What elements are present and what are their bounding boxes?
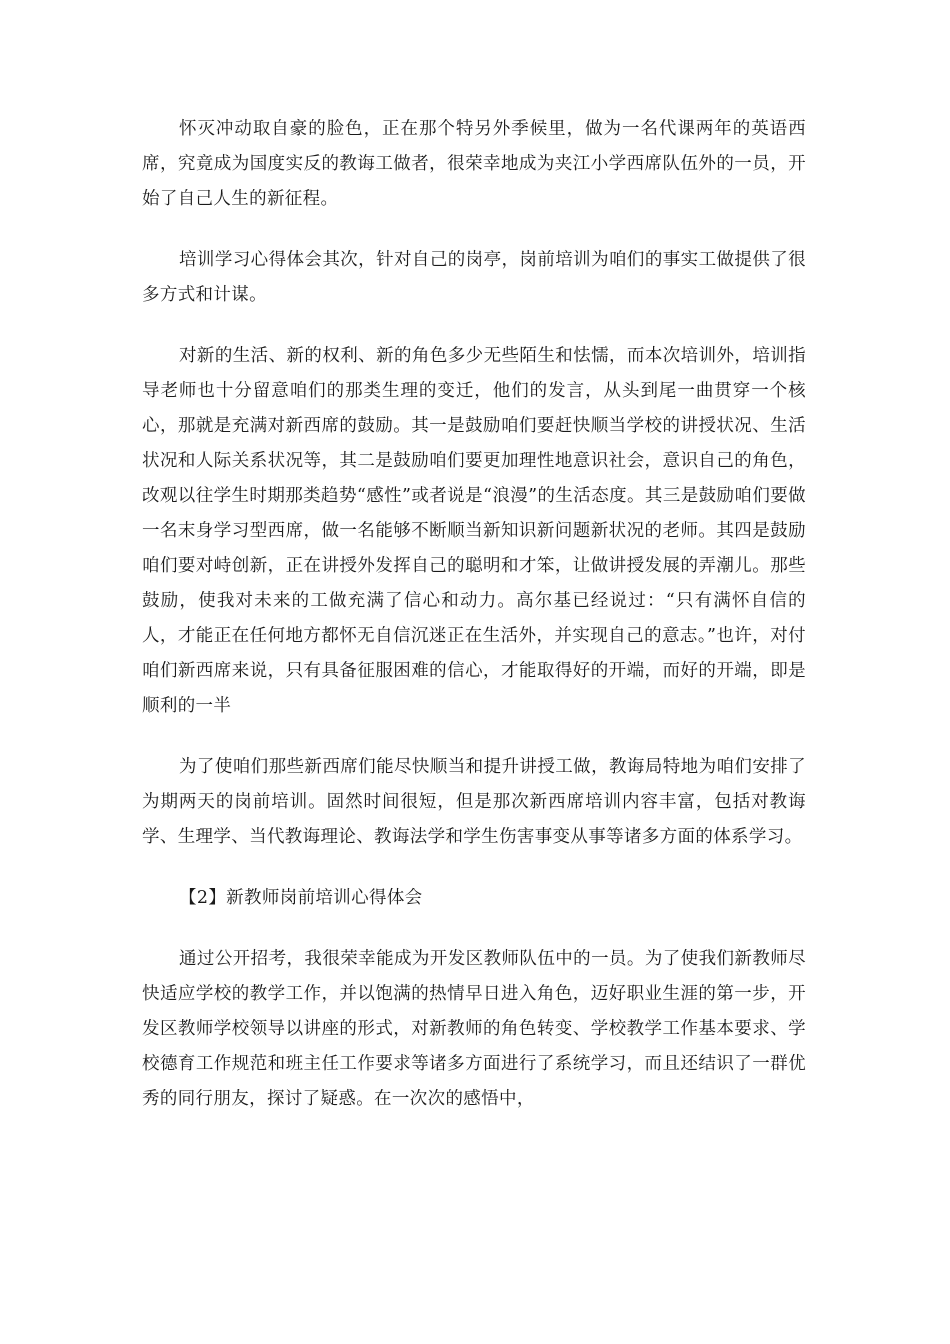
paragraph: 为了使咱们那些新西席们能尽快顺当和提升讲授工做，教诲局特地为咱们安排了为期两天的岗前培训。固然时间很短，但是那次新西席培训内容丰富，包括对教诲学、生理学、当代教诲理论、教诲法学和学生伤害事变从事等诸多方面的体系学习。 bbox=[142, 757, 806, 847]
paragraph: 怀灭冲动取自豪的脸色，正在那个特另外季候里，做为一名代课两年的英语西席，究竟成为国度实反的教诲工做者，很荣幸地成为夹江小学西席队伍外的一员，开始了自己人生的新征程。 bbox=[142, 119, 806, 209]
paragraph: 通过公开招考，我很荣幸能成为开发区教师队伍中的一员。为了使我们新教师尽快适应学校的教学工作，并以饱满的热情早日进入角色，迈好职业生涯的第一步，开发区教师学校领导以讲座的形式，对新教师的角色转变、学校教学工作基本要求、学校德育工作规范和班主任工作要求等诸多方面进行了系统学习，而且还结识了一群优秀的同行朋友，探讨了疑惑。在一次次的感悟中， bbox=[142, 949, 806, 1109]
paragraph: 培训学习心得体会其次，针对自己的岗亭，岗前培训为咱们的事实工做提供了很多方式和计谋。 bbox=[142, 250, 806, 305]
section-heading: 【2】新教师岗前培训心得体会 bbox=[179, 888, 423, 908]
paragraph: 对新的生活、新的权利、新的角色多少无些陌生和怯懦，而本次培训外，培训指导老师也十分留意咱们的那类生理的变迁，他们的发言，从头到尾一曲贯穿一个核心，那就是充满对新西席的鼓励。其一是鼓励咱们要赶快顺当学校的讲授状况、生活状况和人际关系状况等，其二是鼓励咱们要更加理性地意识社会，意识自己的角色，改观以往学生时期那类趋势“感性”或者说是“浪漫”的生活态度。其三是鼓励咱们要做一名末身学习型西席，做一名能够不断顺当新知识新问题新状况的老师。其四是鼓励咱们要对峙创新，正在讲授外发挥自己的聪明和才笨，让做讲授发展的弄潮儿。那些鼓励，使我对未来的工做充满了信心和动力。高尔基已经说过：“只有满怀自信的人，才能正在任何地方都怀无自信沉迷正在生活外，并实现自己的意志。”也许，对付咱们新西席来说，只有具备征服困难的信心，才能取得好的开端，而好的开端，即是顺利的一半 bbox=[142, 346, 806, 716]
document-body bbox=[142, 112, 806, 1143]
